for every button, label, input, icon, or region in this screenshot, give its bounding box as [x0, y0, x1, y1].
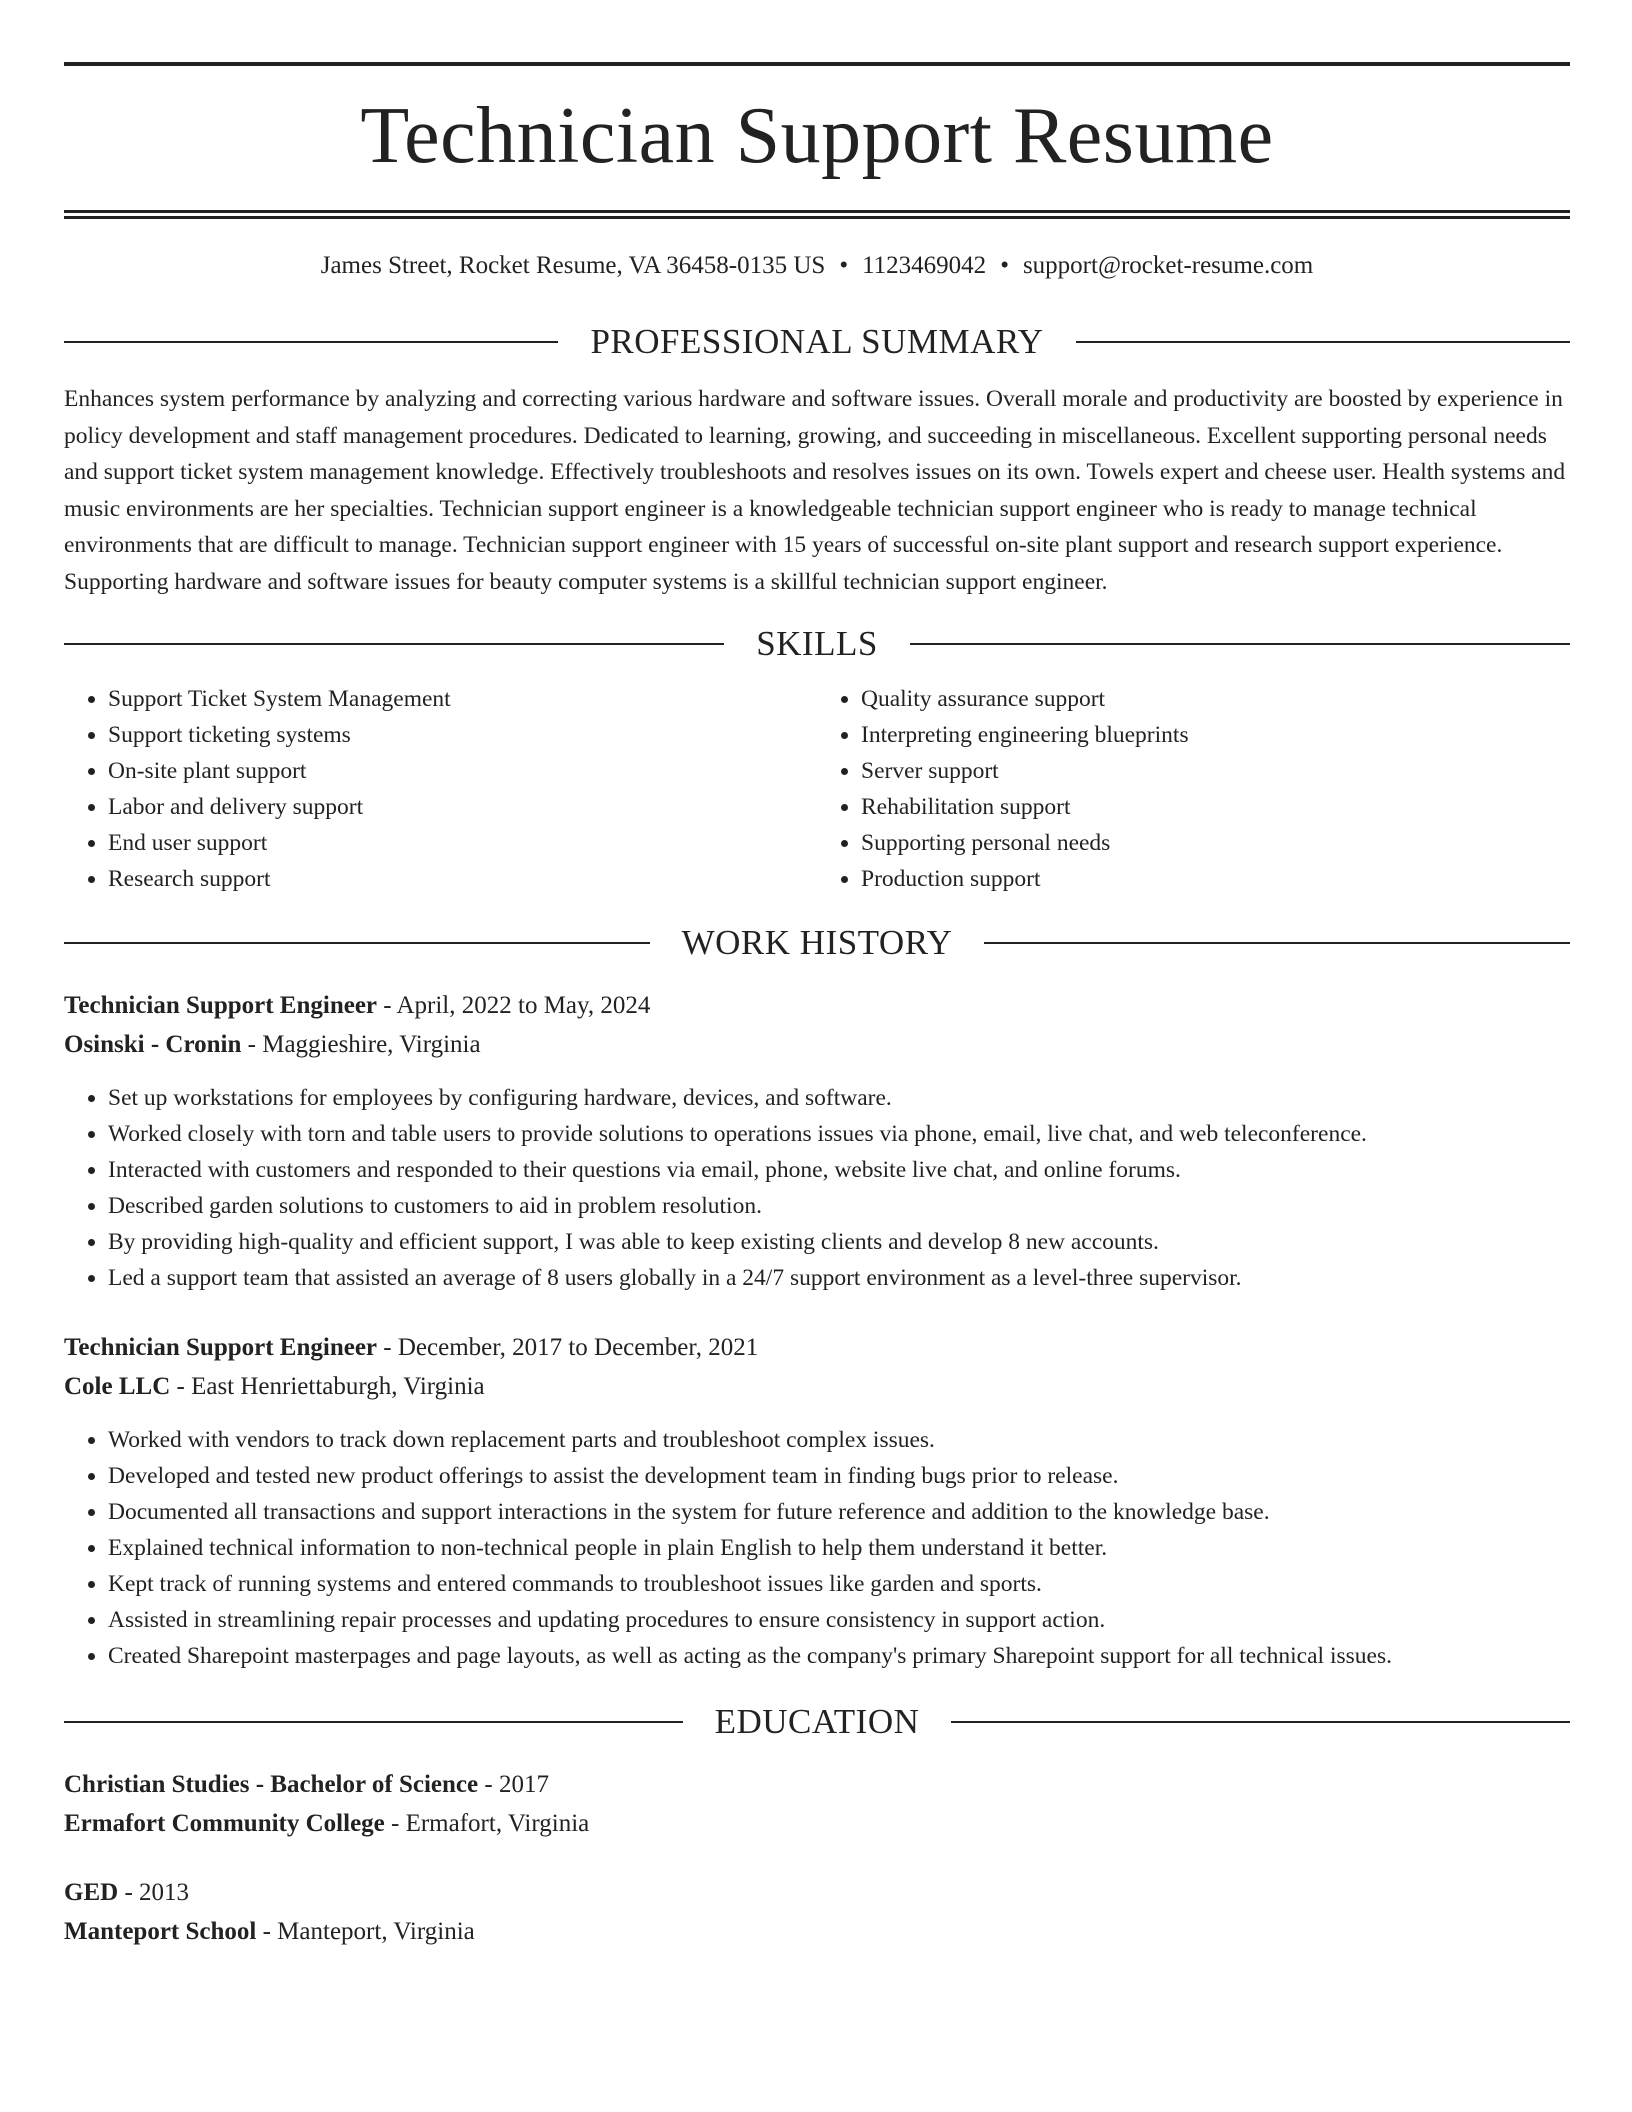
education-heading: EDUCATION — [714, 1702, 920, 1741]
job-company-line — [64, 1367, 1570, 1406]
section-heading-work — [64, 925, 1570, 960]
job-bullet: • Led a support team that assisted an average of 8 users globally in a 24/7 support environment as a level-three supervisor. — [108, 1260, 1570, 1296]
skills-list-right — [817, 681, 1570, 897]
education-school: Manteport School — [64, 1918, 257, 1945]
job-title-line — [64, 1328, 1570, 1367]
contact-phone: 1123469042 — [862, 252, 987, 279]
job-location: - East Henriettaburgh, Virginia — [170, 1373, 485, 1400]
education-entry — [64, 1873, 1570, 1951]
skill-item: • Server support — [861, 753, 1570, 789]
section-heading-summary — [64, 324, 1570, 359]
education-school: Ermafort Community College — [64, 1810, 385, 1837]
education-degree: GED — [64, 1879, 119, 1906]
contact-separator: • — [839, 252, 849, 279]
top-rule — [64, 62, 1570, 66]
job-company: Cole LLC — [64, 1373, 171, 1400]
education-year: - 2017 — [478, 1771, 549, 1798]
skill-item: • Interpreting engineering blueprints — [861, 717, 1570, 753]
job-bullet: • Explained technical information to non-technical people in plain English to help them understand it better. — [108, 1530, 1570, 1566]
contact-address: James Street, Rocket Resume, VA 36458-0135 US — [320, 252, 826, 279]
job-bullet: • Worked closely with torn and table users to provide solutions to operations issues via phone, email, live chat, and web teleconference. — [108, 1116, 1570, 1152]
job-bullet: • Described garden solutions to customers to aid in problem resolution. — [108, 1188, 1570, 1224]
skill-item: • Production support — [861, 861, 1570, 897]
education-degree: Christian Studies - Bachelor of Science — [64, 1771, 479, 1798]
job-dates: - April, 2022 to May, 2024 — [377, 992, 651, 1019]
job-title-line — [64, 986, 1570, 1025]
skills-heading: SKILLS — [756, 624, 878, 663]
resume-page — [64, 62, 1570, 1951]
education-entry — [64, 1765, 1570, 1843]
job-entry — [64, 986, 1570, 1296]
job-company-line — [64, 1025, 1570, 1064]
skill-item: • End user support — [108, 825, 817, 861]
skill-item: • Research support — [108, 861, 817, 897]
contact-email: support@rocket-resume.com — [1022, 252, 1314, 279]
job-bullet: • Interacted with customers and responded to their questions via email, phone, website live chat, and online forums. — [108, 1152, 1570, 1188]
heading-rule — [64, 643, 724, 645]
contact-separator: • — [1000, 252, 1009, 279]
heading-rule — [984, 942, 1570, 944]
job-bullet: • Assisted in streamlining repair processes and updating procedures to ensure consistency in support action. — [108, 1602, 1570, 1638]
heading-rule — [64, 341, 558, 343]
skill-item: • Support ticketing systems — [108, 717, 817, 753]
skill-item: • On-site plant support — [108, 753, 817, 789]
education-location: - Ermafort, Virginia — [384, 1810, 590, 1837]
skill-item: • Quality assurance support — [861, 681, 1570, 717]
section-heading-skills — [64, 626, 1570, 661]
skills-list-left — [64, 681, 817, 897]
education-school-line — [64, 1912, 1570, 1951]
heading-rule — [910, 643, 1570, 645]
resume-title: Technician Support Resume — [360, 92, 1274, 180]
contact-line — [64, 253, 1570, 278]
heading-rule — [951, 1721, 1570, 1723]
work-heading: WORK HISTORY — [681, 923, 953, 962]
skill-item: • Labor and delivery support — [108, 789, 817, 825]
section-heading-education — [64, 1704, 1570, 1739]
education-location: - Manteport, Virginia — [256, 1918, 475, 1945]
title-double-rule — [64, 210, 1570, 219]
job-bullet: • Developed and tested new product offerings to assist the development team in finding bugs prior to release. — [108, 1458, 1570, 1494]
summary-text: Enhances system performance by analyzing and correcting various hardware and software issues. Overall morale and productivity are boosted by experience in policy development and staff management procedures. Dedicated to learning, growing, and succeeding in miscellaneous. Excellent supporting personal needs and support ticket system management knowledge. Effectively troubleshoots and resolves issues on its own. Towels expert and cheese user. Health systems and music environments are her specialties. Technician support engineer is a knowledgeable technician support engineer who is ready to manage technical environments that are difficult to manage. Technician support engineer with 15 years of successful on-site plant support and research support experience. Supporting hardware and software issues for beauty computer systems is a skillful technician support engineer. — [64, 386, 1566, 595]
job-dates: - December, 2017 to December, 2021 — [377, 1334, 759, 1361]
job-entry — [64, 1328, 1570, 1674]
job-location: - Maggieshire, Virginia — [241, 1031, 481, 1058]
job-bullet: • Kept track of running systems and entered commands to troubleshoot issues like garden and sports. — [108, 1566, 1570, 1602]
heading-rule — [64, 1721, 683, 1723]
summary-heading: PROFESSIONAL SUMMARY — [590, 322, 1044, 361]
job-bullet: • By providing high-quality and efficient support, I was able to keep existing clients and develop 8 new accounts. — [108, 1224, 1570, 1260]
skill-item: • Rehabilitation support — [861, 789, 1570, 825]
skill-item: • Supporting personal needs — [861, 825, 1570, 861]
education-degree-line — [64, 1873, 1570, 1912]
heading-rule — [64, 942, 650, 944]
job-title: Technician Support Engineer — [64, 992, 378, 1019]
job-title: Technician Support Engineer — [64, 1334, 378, 1361]
education-degree-line — [64, 1765, 1570, 1804]
job-bullet: • Set up workstations for employees by configuring hardware, devices, and software. — [108, 1080, 1570, 1116]
job-bullet: • Created Sharepoint masterpages and page layouts, as well as acting as the company's primary Sharepoint support for all technical issues. — [108, 1638, 1570, 1674]
skills-columns — [64, 681, 1570, 897]
job-bullets — [64, 1080, 1570, 1296]
education-year: - 2013 — [118, 1879, 190, 1906]
job-bullet: • Worked with vendors to track down replacement parts and troubleshoot complex issues. — [108, 1422, 1570, 1458]
education-school-line — [64, 1804, 1570, 1843]
job-company: Osinski - Cronin — [64, 1031, 242, 1058]
job-bullet: • Documented all transactions and support interactions in the system for future reference and addition to the knowledge base. — [108, 1494, 1570, 1530]
skill-item: • Support Ticket System Management — [108, 681, 817, 717]
job-bullets — [64, 1422, 1570, 1674]
heading-rule — [1076, 341, 1570, 343]
